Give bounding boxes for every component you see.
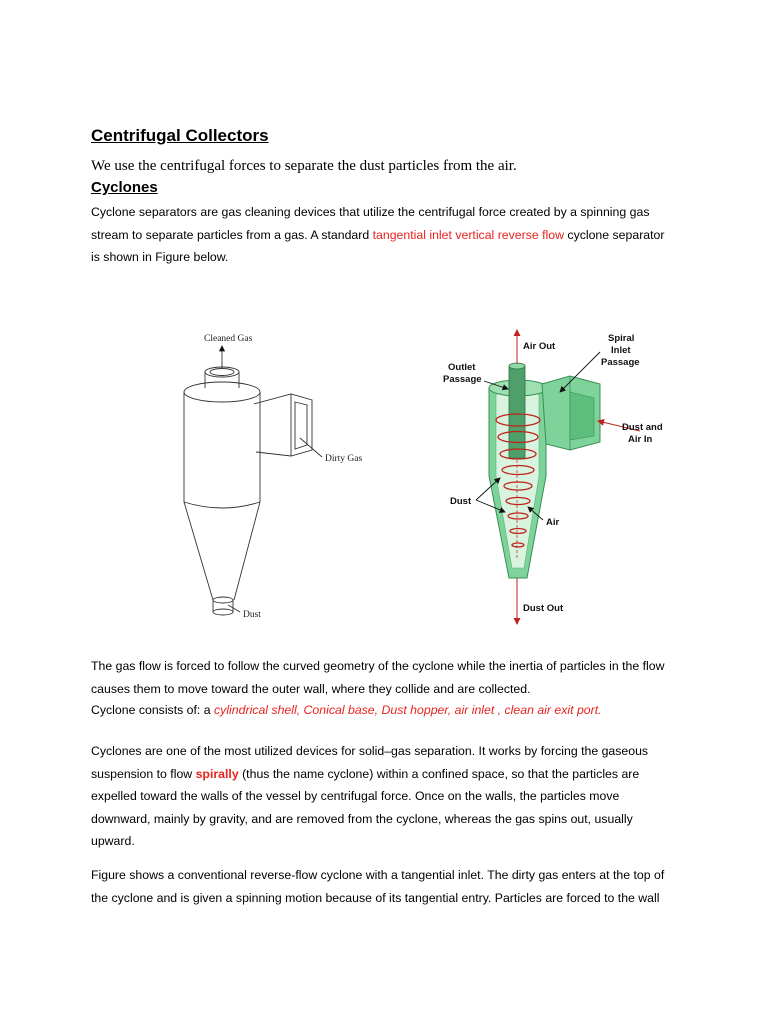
section-heading: Centrifugal Collectors: [91, 126, 269, 145]
highlight-text: spirally: [195, 766, 239, 781]
text-line: causes them to move toward the outer wall, where they collide and are collected.: [91, 681, 531, 696]
text-line: expelled toward the walls of the vessel by centrifugal force. Once on the walls, the particles move: [91, 789, 620, 803]
label-outlet-1: Outlet: [448, 362, 476, 373]
left-cyclone-drawing: [184, 346, 322, 615]
text-line: Cyclones are one of the most utilized devices for solid–gas separation. It works by forcing the gaseous: [91, 744, 649, 758]
label-dust-and-air-in-1: Dust and: [622, 422, 663, 433]
text-line: Cyclone separators are gas cleaning devices that utilize the centrifugal force created by a spinning gas: [91, 205, 650, 219]
label-air-out: Air Out: [523, 341, 556, 352]
paragraph-reverse-flow: [91, 864, 677, 909]
text-line: The gas flow is forced to follow the curved geometry of the cyclone while the inertia of particles in the flow: [91, 659, 665, 673]
label-spiral-1: Spiral: [608, 333, 635, 344]
text-line: Cyclone consists of: a cylindrical shell, Conical base, Dust hopper, air inlet , clean air exit port.: [91, 703, 602, 717]
intro-sentence: We use the centrifugal forces to separate the dust particles from the air.: [91, 158, 517, 174]
right-cyclone-drawing: [476, 330, 640, 624]
label-dust: Dust: [450, 496, 472, 507]
text-line: upward.: [91, 834, 135, 848]
label-dirty-gas: Dirty Gas: [325, 454, 363, 464]
text-line: the cyclone and is given a spinning motion because of its tangential entry. Particles are forced to the wall: [91, 890, 660, 905]
paragraph-gas-flow: [91, 655, 677, 720]
paragraph-cyclone-usage: [91, 740, 677, 853]
highlight-text: tangential inlet vertical reverse flow: [372, 227, 564, 242]
label-dust-out: Dust Out: [523, 603, 564, 614]
label-dust: Dust: [243, 610, 261, 620]
label-spiral-3: Passage: [601, 357, 640, 368]
text-line: stream to separate particles from a gas. A standard tangential inlet vertical reverse flow cyclone separator: [91, 227, 665, 242]
text-line: is shown in Figure below.: [91, 250, 229, 264]
label-cleaned-gas: Cleaned Gas: [204, 334, 253, 344]
text-line: Figure shows a conventional reverse-flow cyclone with a tangential inlet. The dirty gas enters at the top of: [91, 868, 665, 882]
label-outlet-2: Passage: [443, 374, 482, 385]
label-air: Air: [546, 517, 560, 528]
highlight-text: cylindrical shell, Conical base, Dust hopper, air inlet , clean air exit port.: [214, 703, 602, 717]
subsection-heading: Cyclones: [91, 179, 158, 196]
label-spiral-2: Inlet: [611, 345, 631, 356]
text-line: downward, mainly by gravity, and are removed from the cyclone, whereas the gas spins out, usually: [91, 811, 633, 826]
label-dust-and-air-in-2: Air In: [628, 434, 653, 445]
text-line: suspension to flow spirally (thus the name cyclone) within a confined space, so that the particles are: [91, 766, 640, 781]
